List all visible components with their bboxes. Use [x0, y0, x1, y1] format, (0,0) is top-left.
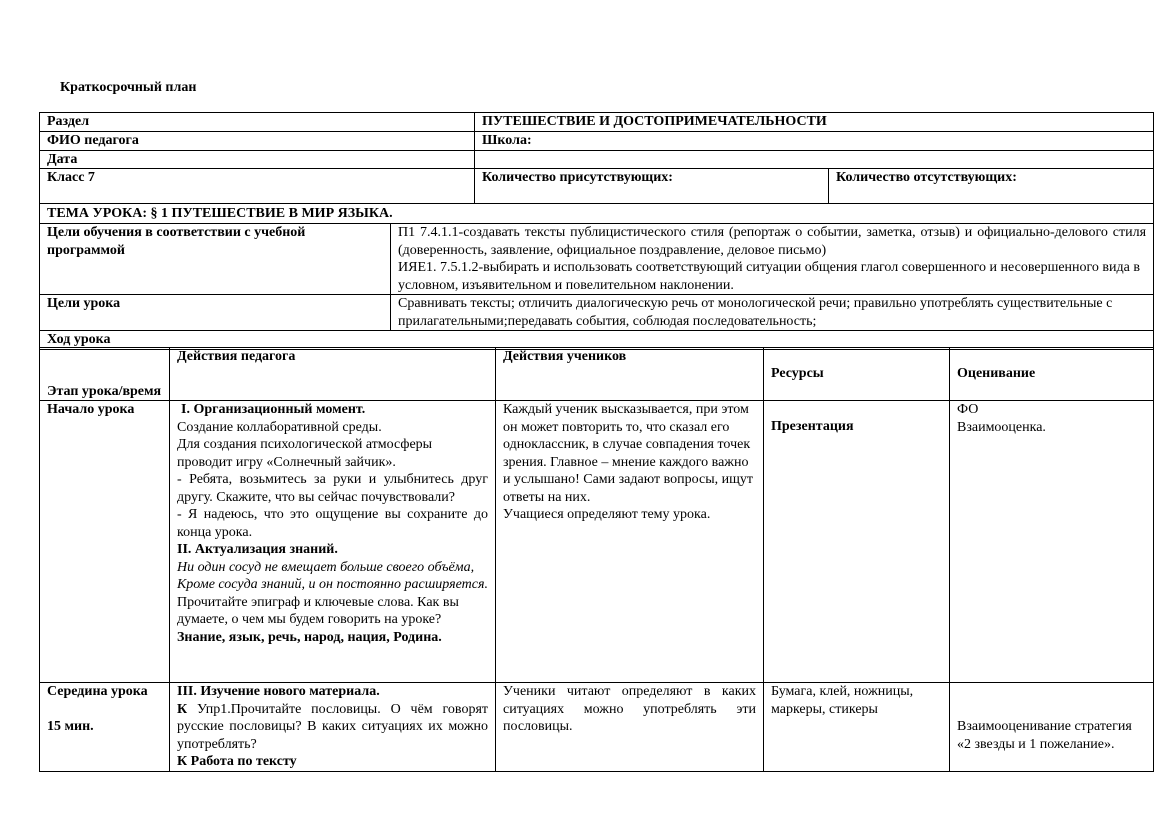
text-work-heading: К Работа по тексту — [177, 754, 297, 769]
table-row — [40, 401, 1154, 683]
objectives-value — [391, 224, 1154, 295]
collective-mark: К — [177, 701, 188, 717]
objective-1: П1 7.4.1.1-создавать тексты публицистического стиля (репортаж о событии, заметка, отзыв) и официально-делового стиля (доверенность, заявление, официальное поздравление, деловое письмо) — [398, 225, 1147, 258]
col-students: Действия учеников — [496, 348, 764, 401]
lesson-table — [39, 347, 1154, 772]
stage-start: Начало урока — [40, 401, 170, 683]
assessment-middle: Взаимооценивание стратегия «2 звезды и 1 пожелание». — [950, 683, 1154, 772]
objectives-label: Цели обучения в соответствии с учебной программой — [40, 224, 391, 295]
header-table — [39, 112, 1154, 350]
epigraph-line: Кроме сосуда знаний, и он постоянно расширяется. — [177, 577, 488, 592]
school-label: Школа: — [475, 132, 1154, 151]
lesson-topic: ТЕМА УРОКА: § 1 ПУТЕШЕСТВИЕ В МИР ЯЗЫКА. — [40, 204, 1154, 224]
lesson-goals-value: Сравнивать тексты; отличить диалогическую речь от монологической речи; правильно употреблять существительные с прилагательными;передавать события, соблюдая последовательность; — [391, 295, 1154, 331]
teacher-text: Прочитайте эпиграф и ключевые слова. Как вы думаете, о чем мы будем говорить на уроке? — [177, 594, 459, 627]
student-text: Каждый ученик высказывается, при этом он может повторить то, что сказал его одноклассник, в случае совпадения точек зрения. Главное – мнение каждого важно и услышано! Сами задают вопросы, ищут ответы на них. — [503, 402, 753, 505]
stage-middle-time: 15 мин. — [47, 719, 94, 734]
student-actions-middle: Ученики читают определяют в каких ситуациях можно употреблять эти пословицы. — [496, 683, 764, 772]
new-material-heading: III. Изучение нового материала. — [177, 684, 380, 699]
teacher-actions-start — [170, 401, 496, 683]
keywords: Знание, язык, речь, народ, нация, Родина. — [177, 629, 442, 645]
section-value: ПУТЕШЕСТВИЕ И ДОСТОПРИМЕЧАТЕЛЬНОСТИ — [475, 113, 1154, 132]
teacher-text — [177, 701, 488, 754]
section-label: Раздел — [40, 113, 475, 132]
exercise-text: Упр1.Прочитайте пословицы. О чём говорят русские пословицы? В каких ситуациях их можно употреблять? — [177, 701, 488, 752]
org-moment-heading: I. Организационный момент. — [181, 402, 366, 417]
assessment-text: ФО — [957, 402, 979, 417]
student-actions-start — [496, 401, 764, 683]
assessment-text: Взаимооценка. — [957, 419, 1046, 435]
present-label: Количество присутствующих: — [475, 169, 829, 204]
epigraph-line: Ни один сосуд не вмещает больше своего объёма, — [177, 559, 475, 575]
resources-start: Презентация — [764, 401, 950, 683]
student-text: Учащиеся определяют тему урока. — [503, 507, 711, 522]
progress-label: Ход урока — [40, 331, 1154, 350]
col-stage: Этап урока/время — [40, 348, 170, 401]
teacher-text: Для создания психологической атмосферы проводит игру «Солнечный зайчик». — [177, 437, 433, 470]
col-resources: Ресурсы — [764, 348, 950, 401]
column-headers — [40, 348, 1154, 401]
stage-middle — [40, 683, 170, 772]
teacher-text: - Я надеюсь, что это ощущение вы сохраните до конца урока. — [177, 507, 488, 540]
date-value — [475, 150, 1154, 169]
absent-label: Количество отсутствующих: — [829, 169, 1154, 204]
assessment-start — [950, 401, 1154, 683]
date-label: Дата — [40, 150, 475, 169]
objective-2: ИЯЕ1. 7.5.1.2-выбирать и использовать соответствующий ситуации общения глагол совершенного и несовершенного вида в условном, изъявительном и повелительном наклонении. — [398, 260, 1140, 293]
teacher-label: ФИО педагога — [40, 132, 475, 151]
stage-middle-label: Середина урока — [47, 684, 148, 699]
table-row — [40, 683, 1154, 772]
actualization-heading: II. Актуализация знаний. — [177, 542, 338, 557]
lesson-goals-label: Цели урока — [40, 295, 391, 331]
teacher-text: Создание коллаборативной среды. — [177, 419, 382, 435]
col-assessment: Оценивание — [950, 348, 1154, 401]
teacher-text: - Ребята, возьмитесь за руки и улыбнитесь друг другу. Скажите, что вы сейчас почувствовали? — [177, 472, 488, 505]
class-label: Класс 7 — [40, 169, 475, 204]
col-teacher: Действия педагога — [170, 348, 496, 401]
teacher-actions-middle — [170, 683, 496, 772]
document-title: Краткосрочный план — [60, 80, 197, 95]
resources-middle: Бумага, клей, ножницы, маркеры, стикеры — [764, 683, 950, 772]
